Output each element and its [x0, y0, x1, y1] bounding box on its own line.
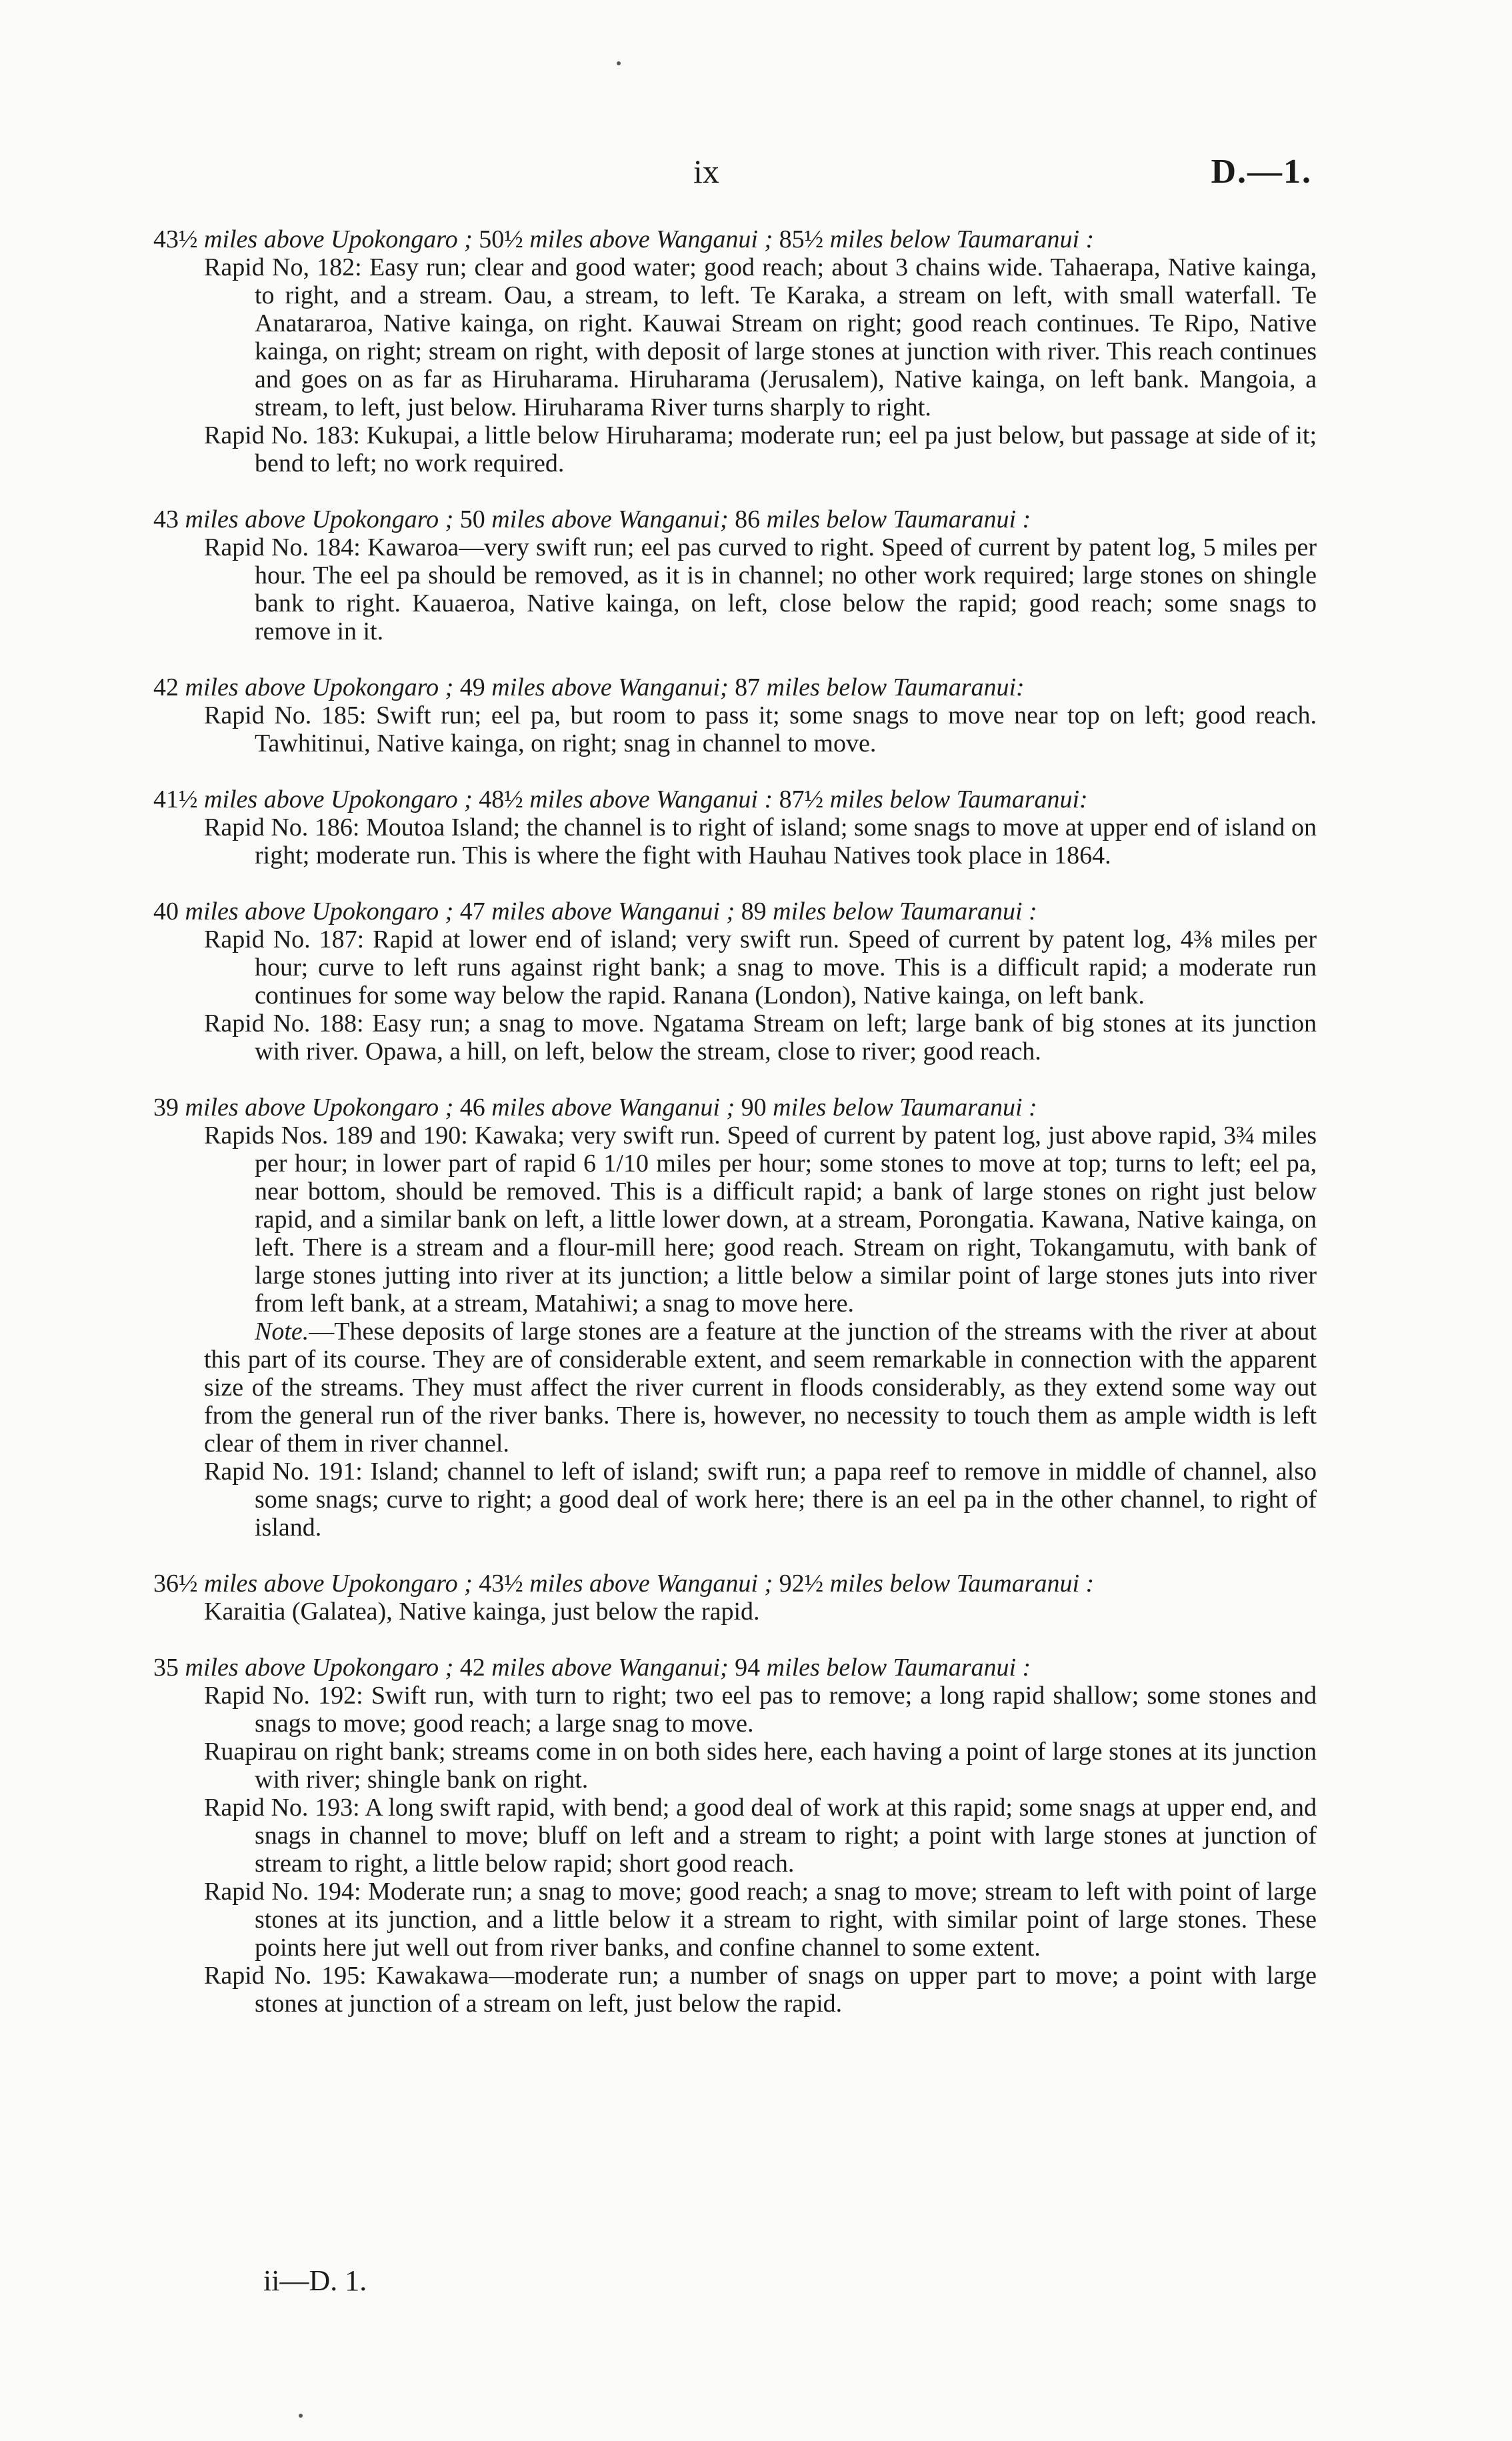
rapid-entry: Rapid No. 192: Swift run, with turn to right; two eel pas to remove; a long rapid shallow; some stones and snags to move; good reach; a large snag to move.: [204, 1682, 1317, 1738]
rapid-entry: Rapid No. 184: Kawaroa—very swift run; eel pas curved to right. Speed of current by patent log, 5 miles per hour. The eel pa should be removed, as it is in channel; no other work required; large stones on shingle bank to right. Kauaeroa, Native kainga, on left, close below the rapid; good reach; some snags to remove in it.: [204, 533, 1317, 645]
page-number: ix: [693, 153, 719, 190]
rapid-entry: Rapid No. 194: Moderate run; a snag to move; good reach; a snag to move; stream to left with point of large stones at its junction, and a little below it a stream to right, with similar point of large stones. These points here jut well out from river banks, and confine channel to some extent.: [204, 1878, 1317, 1962]
section-8: [153, 1654, 1317, 2018]
rapid-entry: Rapid No. 188: Easy run; a snag to move. Ngatama Stream on left; large bank of big stones at its junction with river. Opawa, a hill, on left, below the stream, close to river; good reach.: [204, 1009, 1317, 1065]
rapid-entry: Rapids Nos. 189 and 190: Kawaka; very swift run. Speed of current by patent log, just above rapid, 3¾ miles per hour; in lower part of rapid 6 1/10 miles per hour; some stones to move at top; turns to left; eel pa, near bottom, should be removed. This is a difficult rapid; a bank of large stones on right just below rapid, and a similar bank on left, a little lower down, at a stream, Porongatia. Kawana, Native kainga, on left. There is a stream and a flour-mill here; good reach. Stream on right, Tokangamutu, with bank of large stones jutting into river at its junction; a little below a similar point of large stones juts into river from left bank, at a stream, Matahiwi; a snag to move here.: [204, 1121, 1317, 1318]
section-heading: 35 miles above Upokongaro ; 42 miles above Wanganui; 94 miles below Taumaranui :: [153, 1654, 1031, 1682]
note-paragraph: [153, 1318, 1317, 1458]
rapid-entry: Ruapirau on right bank; streams come in on both sides here, each having a point of large stones at its junction with river; shingle bank on right.: [204, 1738, 1317, 1794]
note-text: —These deposits of large stones are a feature at the junction of the streams with the river at about this part of its course. They are of considerable extent, and seem remarkable in connection with the apparent size of the streams. They must affect the river current in floods considerably, as they extend some way out from the general run of the river banks. There is, however, no necessity to touch them as ample width is left clear of them in river channel.: [204, 1318, 1317, 1458]
rapid-entry: Rapid No. 193: A long swift rapid, with bend; a good deal of work at this rapid; some snags at upper end, and snags in channel to move; bluff on left and a stream to right; a point with large stones at junction of stream to right, a little below rapid; short good reach.: [204, 1794, 1317, 1878]
section-5: [153, 897, 1317, 1065]
section-heading: 39 miles above Upokongaro ; 46 miles above Wanganui ; 90 miles below Taumaranui :: [153, 1093, 1037, 1121]
scan-speck: [299, 2414, 303, 2418]
signature-mark: ii—D. 1.: [263, 2264, 367, 2297]
note-label: Note.: [255, 1318, 309, 1346]
plain-paragraph: Karaitia (Galatea), Native kainga, just below the rapid.: [204, 1598, 760, 1626]
section-heading: 43 miles above Upokongaro ; 50 miles above Wanganui; 86 miles below Taumaranui :: [153, 505, 1031, 533]
section-heading: 43½ miles above Upokongaro ; 50½ miles above Wanganui ; 85½ miles below Taumaranui :: [153, 225, 1095, 253]
section-2: [153, 505, 1317, 645]
section-1: [153, 225, 1317, 477]
rapid-entry: Rapid No, 182: Easy run; clear and good water; good reach; about 3 chains wide. Tahaerapa, Native kainga, to right, and a stream. Oau, a stream, to left. Te Karaka, a stream on left, with small waterfall. Te Anatararoa, Native kainga, on right. Kauwai Stream on right; good reach continues. Te Ripo, Native kainga, on right; stream on right, with deposit of large stones at junction with river. This reach continues and goes on as far as Hiruharama. Hiruharama (Jerusalem), Native kainga, on left bank. Mangoia, a stream, to left, just below. Hiruharama River turns sharply to right.: [204, 253, 1317, 421]
scan-speck: [617, 61, 621, 65]
page-header: [0, 152, 1512, 199]
report-body: [153, 225, 1317, 2046]
rapid-entry: Rapid No. 186: Moutoa Island; the channel is to right of island; some snags to move at upper end of island on right; moderate run. This is where the fight with Hauhau Natives took place in 1864.: [204, 813, 1317, 869]
section-3: [153, 673, 1317, 757]
rapid-entry: Rapid No. 185: Swift run; eel pa, but room to pass it; some snags to move near top on left; good reach. Tawhitinui, Native kainga, on right; snag in channel to move.: [204, 701, 1317, 757]
section-7: [153, 1570, 1317, 1626]
rapid-entry: Rapid No. 195: Kawakawa—moderate run; a number of snags on upper part to move; a point with large stones at junction of a stream on left, just below the rapid.: [204, 1962, 1317, 2018]
document-reference: D.—1.: [1211, 153, 1312, 191]
section-heading: 42 miles above Upokongaro ; 49 miles above Wanganui; 87 miles below Taumaranui:: [153, 673, 1025, 701]
rapid-entry: Rapid No. 183: Kukupai, a little below Hiruharama; moderate run; eel pa just below, but passage at side of it; bend to left; no work required.: [204, 421, 1317, 477]
rapid-entry: Rapid No. 191: Island; channel to left of island; swift run; a papa reef to remove in middle of channel, also some snags; curve to right; a good deal of work here; there is an eel pa in the other channel, to right of island.: [204, 1458, 1317, 1542]
section-4: [153, 785, 1317, 869]
section-heading: 40 miles above Upokongaro ; 47 miles above Wanganui ; 89 miles below Taumaranui :: [153, 897, 1037, 925]
section-heading: 36½ miles above Upokongaro ; 43½ miles above Wanganui ; 92½ miles below Taumaranui :: [153, 1570, 1095, 1598]
section-heading: 41½ miles above Upokongaro ; 48½ miles above Wanganui : 87½ miles below Taumaranui:: [153, 785, 1088, 813]
section-6: [153, 1093, 1317, 1542]
rapid-entry: Rapid No. 187: Rapid at lower end of island; very swift run. Speed of current by patent log, 4⅜ miles per hour; curve to left runs against right bank; a snag to move. This is a difficult rapid; a moderate run continues for some way below the rapid. Ranana (London), Native kainga, on left bank.: [204, 925, 1317, 1009]
